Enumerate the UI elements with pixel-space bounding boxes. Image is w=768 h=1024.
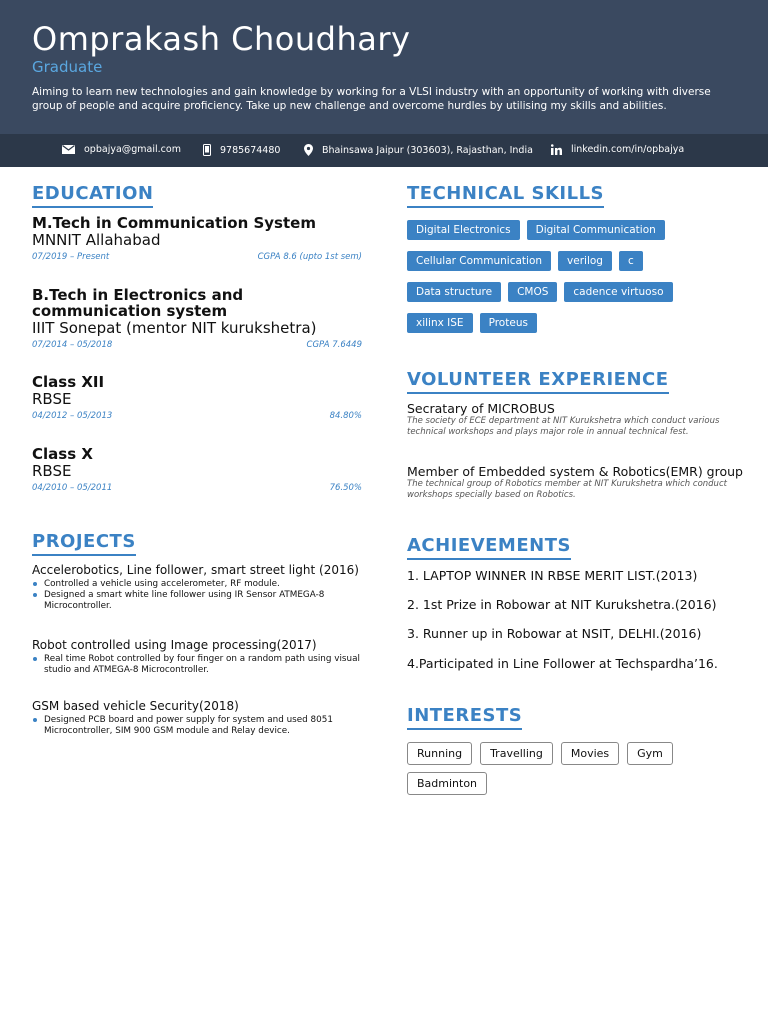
education-degree: B.Tech in Electronics and communication system: [32, 286, 244, 320]
projects-heading: PROJECTS: [32, 531, 136, 556]
achievement-item: 2. 1st Prize in Robowar at NIT Kurukshetra.(2016): [407, 597, 717, 612]
project-title: Accelerobotics, Line follower, smart street light (2016): [32, 563, 359, 577]
skills-heading: TECHNICAL SKILLS: [407, 183, 604, 208]
education-degree: Class XII: [32, 373, 105, 391]
volunteer-description: The society of ECE department at NIT Kurukshetra which conduct various technical workshops and plays major role in annual technical fest.: [407, 416, 720, 437]
education-dates: 07/2014 – 05/2018: [32, 340, 113, 350]
phone-icon: [203, 144, 211, 156]
skill-tag: c: [619, 251, 643, 271]
education-item: [32, 446, 362, 493]
skill-tag: xilinx ISE: [407, 313, 473, 333]
map-pin-icon: [304, 144, 313, 156]
contact-email[interactable]: [62, 144, 181, 155]
phone-text: 9785674480: [220, 144, 281, 156]
volunteer-heading: VOLUNTEER EXPERIENCE: [407, 369, 669, 394]
education-item: [32, 215, 362, 262]
project-item: [32, 638, 362, 676]
education-item: [32, 374, 362, 421]
candidate-subtitle: Graduate: [32, 58, 103, 76]
project-point: Controlled a vehicle using accelerometer, RF module.: [32, 579, 362, 590]
skill-tag: Data structure: [407, 282, 501, 302]
education-degree: M.Tech in Communication System: [32, 214, 316, 232]
education-item: [32, 287, 362, 350]
education-dates: 04/2012 – 05/2013: [32, 411, 113, 421]
achievements-heading: ACHIEVEMENTS: [407, 535, 571, 560]
education-degree: Class X: [32, 445, 93, 463]
project-title: GSM based vehicle Security(2018): [32, 699, 239, 713]
volunteer-item: [407, 401, 732, 438]
education-institute: IIIT Sonepat (mentor NIT kurukshetra): [32, 319, 317, 337]
project-title: Robot controlled using Image processing(2017): [32, 638, 317, 652]
education-score: 84.80%: [329, 411, 362, 421]
education-dates: 07/2019 – Present: [32, 252, 110, 262]
achievement-item: 1. LAPTOP WINNER IN RBSE MERIT LIST.(2013): [407, 568, 698, 583]
volunteer-description: The technical group of Robotics member at NIT Kurukshetra which conduct workshops specially based on Robotics.: [407, 479, 727, 500]
project-item: [32, 563, 362, 612]
interest-tag: Badminton: [407, 772, 487, 795]
interest-tag: Travelling: [480, 742, 553, 765]
contact-linkedin[interactable]: [551, 144, 684, 155]
resume-header: [0, 0, 768, 134]
skill-tag: Digital Communication: [527, 220, 665, 240]
skill-tag: verilog: [558, 251, 612, 271]
interests-heading: INTERESTS: [407, 705, 522, 730]
skill-tag: CMOS: [508, 282, 557, 302]
project-point: Designed a smart white line follower using IR Sensor ATMEGA-8 Microcontroller.: [32, 590, 362, 612]
education-dates: 04/2010 – 05/2011: [32, 483, 113, 493]
education-institute: MNNIT Allahabad: [32, 231, 161, 249]
project-point: Designed PCB board and power supply for system and used 8051 Microcontroller, SIM 900 GSM module and Relay device.: [32, 715, 362, 737]
career-summary: Aiming to learn new technologies and gain knowledge by working for a VLSI industry with an opportunity of working with diverse group of people and acquire proficiency. Take up new challenge and overcome hurdles by utilising my skills and abilities.: [32, 86, 711, 112]
location-text: Bhainsawa Jaipur (303603), Rajasthan, India: [322, 144, 533, 156]
interest-tag: Running: [407, 742, 472, 765]
skills-list: [407, 220, 727, 333]
linkedin-text: linkedin.com/in/opbajya: [571, 144, 685, 155]
linkedin-icon: [551, 144, 562, 155]
achievement-item: 3. Runner up in Robowar at NSIT, DELHI.(2016): [407, 626, 702, 641]
volunteer-role: Member of Embedded system & Robotics(EMR) group: [407, 464, 743, 479]
volunteer-item: [407, 464, 743, 501]
project-item: [32, 699, 362, 737]
education-heading: EDUCATION: [32, 183, 153, 208]
achievement-item: 4.Participated in Line Follower at Techspardha’16.: [407, 656, 718, 671]
skill-tag: Cellular Communication: [407, 251, 551, 271]
contact-phone[interactable]: [203, 144, 280, 156]
skill-tag: Proteus: [480, 313, 537, 333]
candidate-name: Omprakash Choudhary: [32, 20, 411, 58]
education-score: 76.50%: [329, 483, 362, 493]
education-score: CGPA 7.6449: [306, 340, 362, 350]
skill-tag: Digital Electronics: [407, 220, 520, 240]
interest-tag: Movies: [561, 742, 619, 765]
interests-list: [407, 742, 707, 795]
email-text: opbajya@gmail.com: [84, 144, 181, 155]
skill-tag: cadence virtuoso: [564, 282, 672, 302]
volunteer-role: Secratary of MICROBUS: [407, 401, 555, 416]
contact-bar: [0, 134, 768, 167]
envelope-icon: [62, 145, 75, 154]
project-point: Real time Robot controlled by four finger on a random path using visual studio and ATMEGA-8 Microcontroller.: [32, 654, 362, 676]
education-score: CGPA 8.6 (upto 1st sem): [257, 252, 362, 262]
education-institute: RBSE: [32, 390, 72, 408]
interest-tag: Gym: [627, 742, 673, 765]
education-institute: RBSE: [32, 462, 72, 480]
contact-location: [304, 144, 533, 156]
